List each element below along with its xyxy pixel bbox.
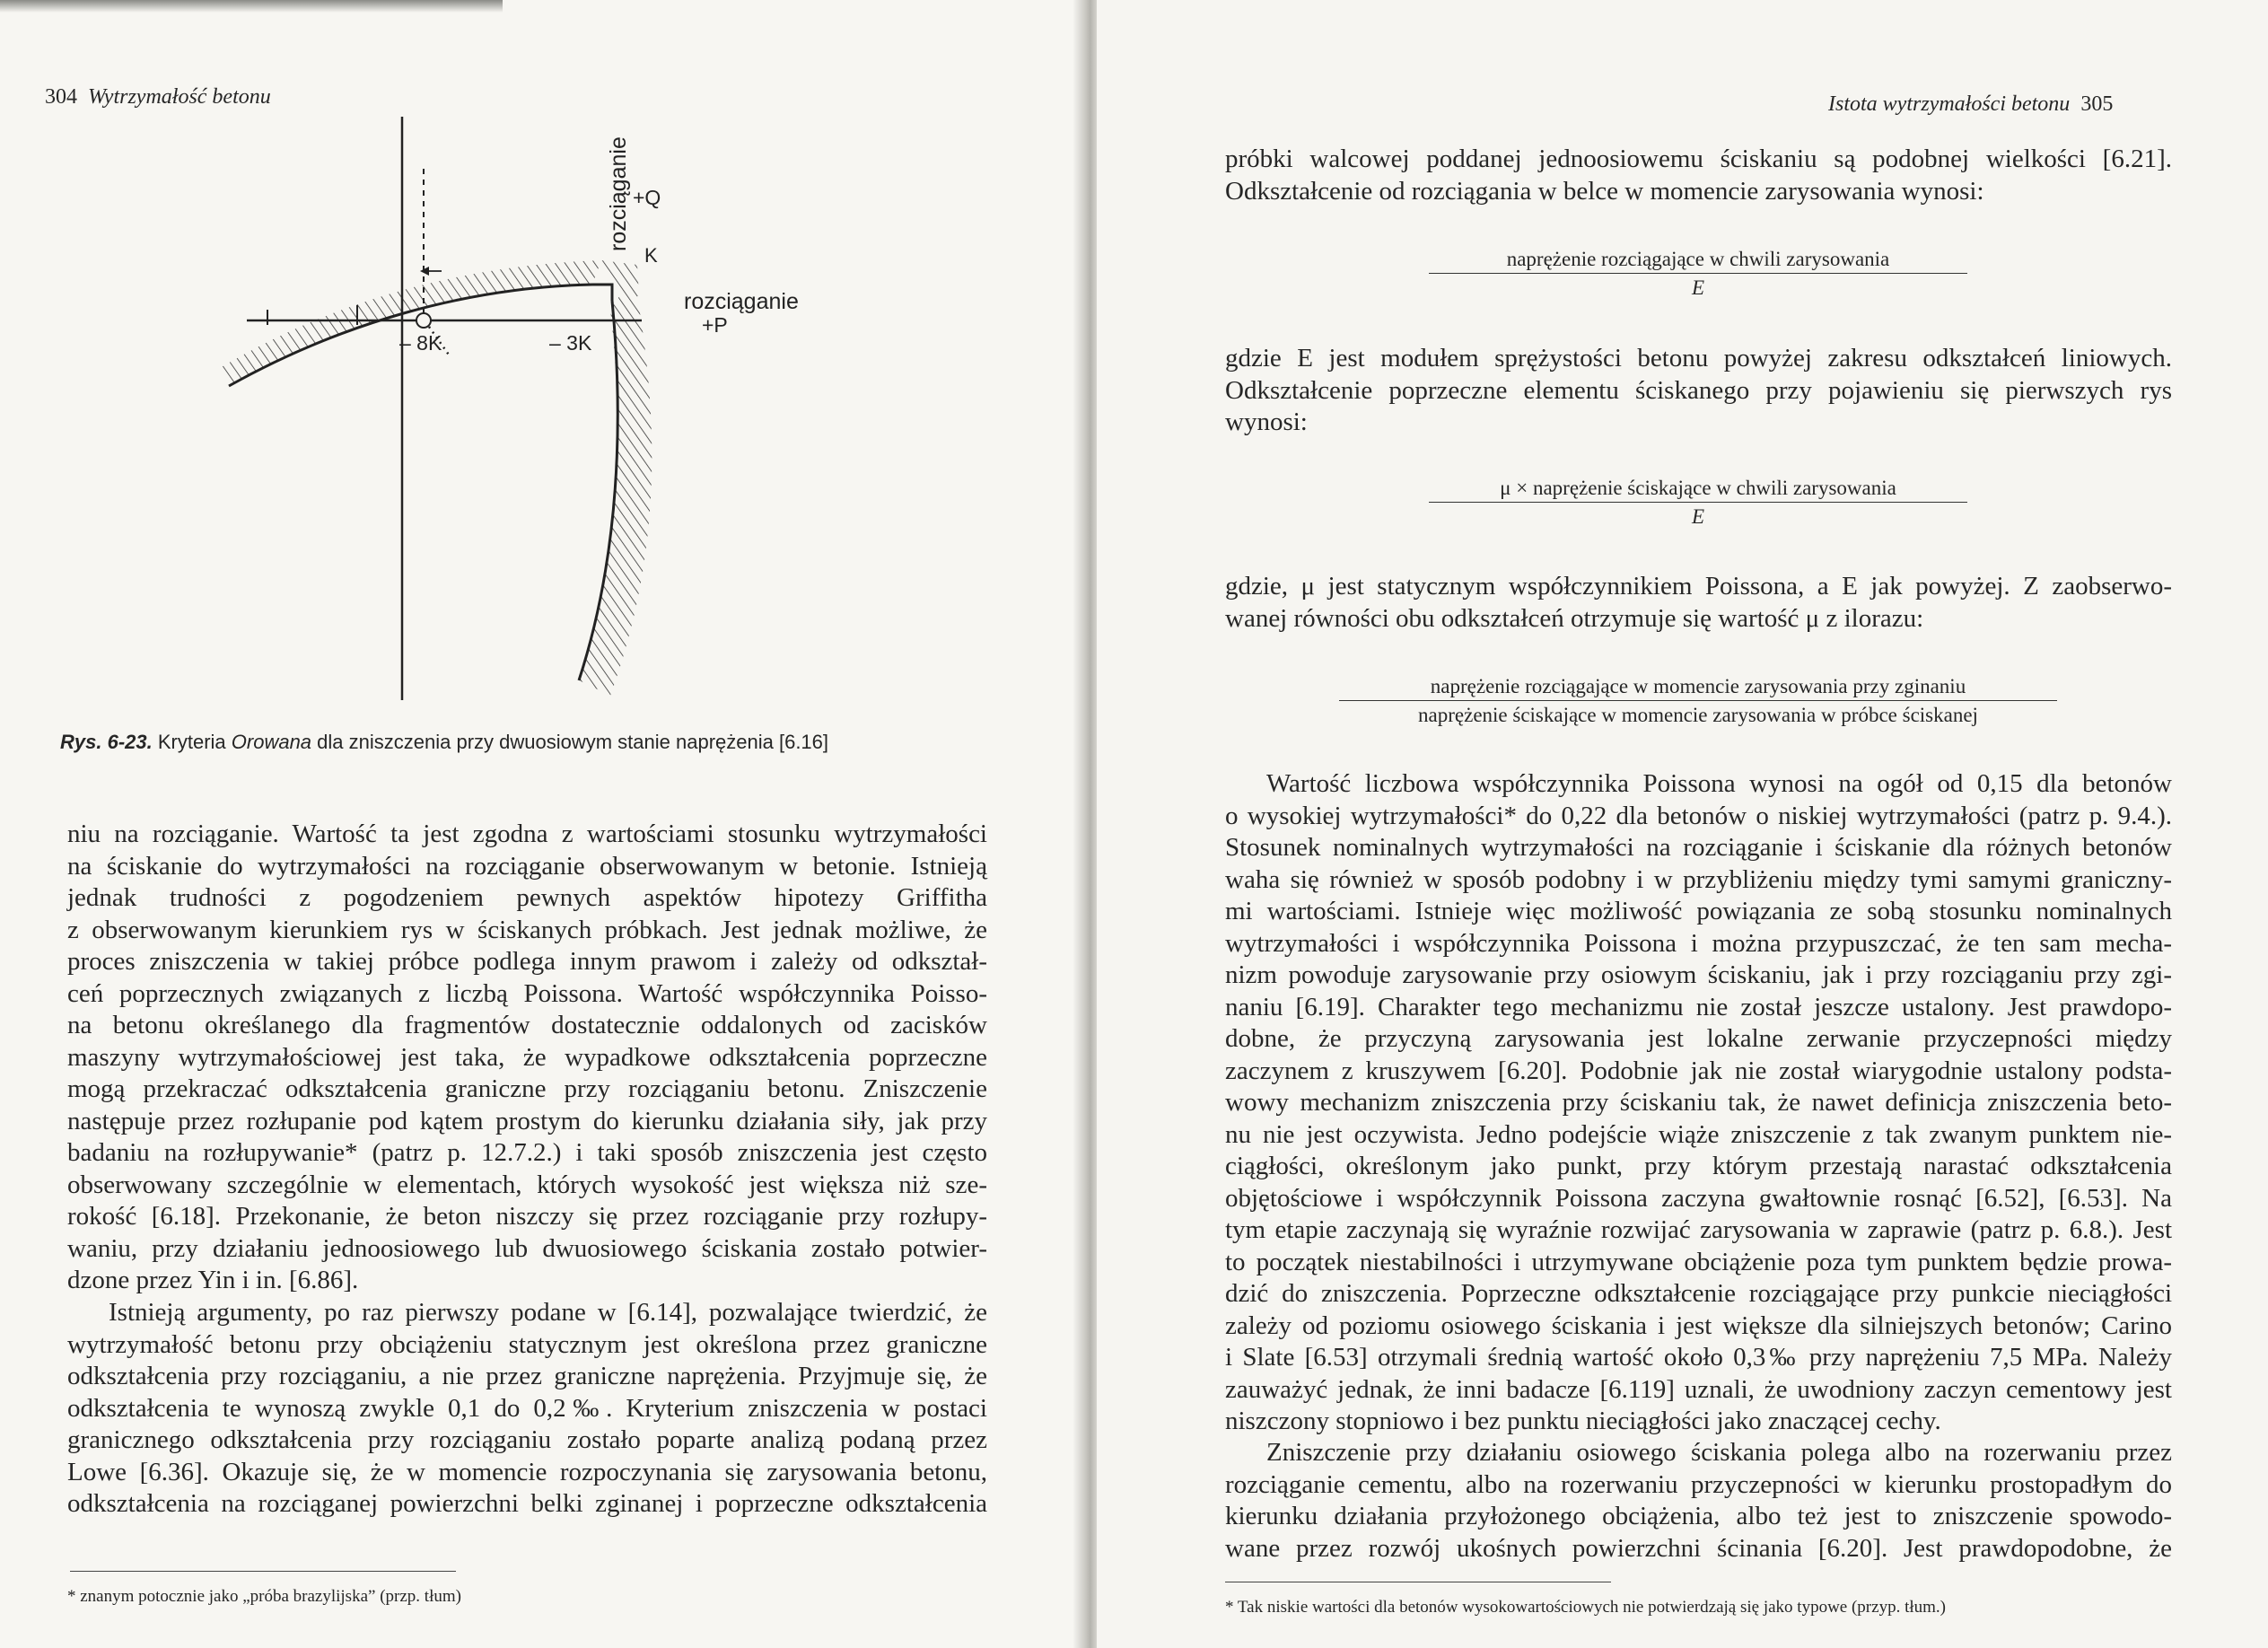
right-p4-line: ciągłości, określonym jako punkt, przy którym przestają narastać odkształcenia (1225, 1152, 2172, 1180)
formula-2-numerator: μ × naprężenie ściskające w chwili zarysowania (1429, 477, 1967, 503)
right-p4-line: objętościowe i współczynnik Poissona zaczyna gwałtownie rosnąć [6.52], [6.53]. Na (1225, 1183, 2172, 1213)
left-p2-line: odkształcenia na rozciąganej powierzchni belki zginanej i poprzeczne odkształcenia (67, 1489, 987, 1518)
right-p4-line: tym etapie zaczynają się wyraźnie rozwijać zarysowania w zaprawie (patrz p. 6.8.). Jest (1225, 1215, 2172, 1244)
failure-envelope-corner (592, 285, 612, 301)
label-plus-p: +P (702, 313, 728, 337)
right-footnote: * Tak niskie wartości dla betonów wysokowartościowych nie potwierdzają się jako typowe (przyp. tłum.) (1225, 1598, 1946, 1617)
left-p1-line: maszyny wytrzymałościowej jest taka, że wypadkowe odkształcenia poprzeczne (67, 1042, 987, 1072)
right-p4-line: nu nie jest oczywista. Jedno podejście wiąże zniszczenie z tak zwanym punktem nie- (1225, 1119, 2172, 1149)
right-paragraph-5 (1225, 1437, 2172, 1565)
left-footnote-rule (70, 1571, 456, 1572)
right-p4-line: wowy mechanizm zniszczenia przy ściskaniu tak, że nawet definicja zniszczenia beto- (1225, 1088, 2172, 1117)
right-p4-line: Stosunek nominalnych wytrzymałości na rozciąganie i ściskanie dla różnych betonów (1225, 833, 2172, 862)
caption-part-a: Kryteria (152, 731, 232, 753)
formula-1 (1429, 248, 1967, 300)
right-text3-line: wanej równości obu odkształceń otrzymuje się wartość μ z ilorazu: (1225, 603, 1924, 633)
formula-2-denominator: E (1691, 505, 1705, 528)
right-running-header (1828, 92, 2113, 117)
left-p1-line: dzone przez Yin i in. [6.86]. (67, 1266, 359, 1294)
hatch-corner (601, 260, 639, 296)
right-text-3 (1225, 571, 2172, 635)
right-p5-line: rozciąganie cementu, albo na rozerwaniu przyczepności w kierunku prostopadłym do (1225, 1469, 2172, 1499)
left-p2-line: odkształcenia te wynoszą zwykle 0,1 do 0,2‰. Kryterium zniszczenia w postaci (67, 1393, 987, 1423)
left-p1-line: waniu, przy działaniu jednoosiowego lub dwuosiowego ściskania zostało potwier- (67, 1233, 987, 1263)
right-p4-line: Wartość liczbowa współczynnika Poissona wynosi na ogół od 0,15 dla betonów (1266, 769, 2172, 798)
left-p1-line: obserwowany szczególnie w elementach, których wysokość jest większa niż sze- (67, 1170, 987, 1199)
right-p4-line: dobne, że przyczyną zarysowania jest lokalne zerwanie przyczepności między (1225, 1024, 2172, 1053)
hatch-band-left (220, 260, 601, 386)
label-minus-3k: – 3K (549, 331, 592, 355)
right-p4-line: wytrzymałości i współczynnika Poissona i można przypuszczać, że ten sam mecha- (1225, 928, 2172, 958)
left-p2-line: Istnieją argumenty, po raz pierwszy podane w [6.14], pozwalające twierdzić, że (109, 1298, 987, 1327)
formula-3-numerator: naprężenie rozciągające w momencie zarysowania przy zginaniu (1339, 675, 2057, 701)
formula-1-numerator: naprężenie rozciągające w chwili zarysowania (1429, 248, 1967, 274)
origin-marker (416, 313, 431, 328)
right-p4-line: zaczynem z kruszywem [6.20]. Podobnie jak nie został wiarygodnie ustalony podsta- (1225, 1056, 2172, 1085)
left-p1-line: jednak trudności z pogodzeniem pewnych aspektów hipotezy Griffitha (67, 883, 987, 912)
right-p4-line: zauważyć jednak, że inni badacze [6.119] uznali, że uwodniony zaczyn cementowy jest (1225, 1374, 2172, 1404)
left-header-title: Wytrzymałość betonu (88, 85, 271, 109)
formula-1-denominator: E (1691, 276, 1705, 299)
formula-3 (1339, 675, 2057, 727)
right-paragraph-4 (1225, 768, 2172, 1438)
left-p1-line: proces zniszczenia w takiej próbce podlega innym prawom i zależy od odkształ- (67, 947, 987, 976)
right-p4-line: to początek niestabilności i utrzymywane obciążenie poza tym punktem będzie prowa- (1225, 1247, 2172, 1276)
right-p4-line: nizm powoduje zarysowanie przy osiowym ściskaniu, jak i przy rozciąganiu przy zgi- (1225, 960, 2172, 989)
right-p4-line: waha się również w sposób podobny i w przybliżeniu między tymi samymi graniczny- (1225, 864, 2172, 894)
right-p4-line: niszczony stopniowo i bez punktu nieciągłości jako znaczącej cechy. (1225, 1407, 1941, 1435)
right-header-title: Istota wytrzymałości betonu (1828, 92, 2071, 116)
formula-3-denominator: naprężenie ściskające w momencie zarysowania w próbce ściskanej (1418, 704, 1978, 726)
right-intro-line: Odkształcenie od rozciągania w belce w momencie zarysowania wynosi: (1225, 176, 1984, 206)
right-p5-line: kierunku działania przyłożonego obciążenia, albo też jest to zniszczenie spowodo- (1225, 1502, 2172, 1530)
left-p1-line: rokość [6.18]. Przekonanie, że beton niszczy się przez rozciąganie przy rozłupy- (67, 1202, 987, 1231)
left-p2-line: Lowe [6.36]. Okazuje się, że w momencie rozpoczynania się zarysowania betonu, (67, 1457, 987, 1486)
left-paragraph-2 (67, 1297, 987, 1521)
right-p4-line: zależy od poziomu osiowego ściskania i jest większe dla silniejszych betonów; Carino (1225, 1311, 2172, 1340)
left-paragraph-1 (67, 819, 987, 1297)
left-p1-line: mogą przekraczać odkształcenia graniczne przy rozciąganiu betonu. Zniszczenie (67, 1074, 987, 1103)
right-text2-line: Odkształcenie poprzeczne elementu ściskanego przy pojawieniu się pierwszych rys (1225, 375, 2172, 405)
right-p4-line: o wysokiej wytrzymałości* do 0,22 dla betonów o niskiej wytrzymałości (patrz p. 9.4.). (1225, 801, 2172, 830)
right-text3-line: gdzie, μ jest statycznym współczynnikiem Poissona, a E jak powyżej. Z zaobserwo- (1225, 572, 2172, 600)
left-p1-line: z obserwowanym kierunkiem rys w ściskanych próbkach. Jest jednak możliwe, że (67, 915, 987, 944)
caption-part-b: dla zniszczenia przy dwuosiowym stanie naprężenia [6.16] (311, 731, 829, 753)
left-running-header (45, 85, 271, 110)
right-text2-line: gdzie E jest modułem sprężystości betonu powyżej zakresu odkształceń liniowych. (1225, 344, 2172, 373)
left-p1-line: ceń poprzecznych związanych z liczbą Poissona. Wartość współczynnika Poisso- (67, 978, 987, 1008)
right-text2-line: wynosi: (1225, 408, 1308, 436)
formula-2 (1429, 477, 1967, 529)
left-p1-line: badaniu na rozłupywanie* (patrz p. 12.7.2.) i taki sposób zniszczenia jest często (67, 1138, 987, 1167)
right-intro-line: próbki walcowej poddanej jednoosiowemu ściskaniu są podobnej wielkości [6.21]. (1225, 145, 2172, 173)
right-intro (1225, 144, 2172, 207)
label-k: K (644, 244, 658, 267)
right-p4-line: i Slate [6.53] otrzymali średnią wartość około 0,3‰ przy naprężeniu 7,5 MPa. Należy (1225, 1343, 2172, 1372)
left-p1-line: na betonu określanego dla fragmentów dostatecznie oddalonych od zacisków (67, 1011, 987, 1039)
right-p4-line: mi wartościami. Istnieje więc możliwość powiązania ze sobą stosunku nominalnych (1225, 897, 2172, 925)
label-rozciaganie-vertical: rozciąganie (606, 136, 631, 251)
right-p5-line: Zniszczenie przy działaniu osiowego ściskania polega albo na rozerwaniu przez (1266, 1438, 2172, 1467)
figure-caption (60, 731, 828, 754)
left-page (0, 0, 1081, 1648)
right-p4-line: naniu [6.19]. Charakter tego mechanizmu nie został jeszcze ustalony. Jest prawdopo- (1225, 992, 2172, 1021)
right-text-2 (1225, 343, 2172, 439)
caption-label: Rys. 6-23. (60, 731, 153, 753)
right-p4-line: dzić do zniszczenia. Poprzeczne odkształcenie rozciągające przy punkcie nieciągłości (1225, 1279, 2172, 1308)
left-p2-line: wytrzymałość betonu przy obciążeniu statycznym jest określona przez graniczne (67, 1329, 987, 1359)
left-p1-line: następuje przez rozłupanie pod kątem prostym do kierunku działania siły, jak przy (67, 1106, 987, 1135)
caption-name: Orowana (231, 731, 312, 753)
right-page (1097, 0, 2268, 1648)
left-p1-line: na ściskanie do wytrzymałości na rozciąganie obserwowanym w betonie. Istnieją (67, 851, 987, 881)
left-page-number: 304 (45, 85, 77, 109)
left-footnote: * znanym potocznie jako „próba brazylijska” (przp. tłum) (67, 1587, 461, 1606)
label-plus-q: +Q (633, 186, 661, 209)
left-p2-line: granicznego odkształcenia przy rozciąganiu zostało poparte analizą podaną przez (67, 1425, 987, 1454)
orowan-criterion-figure (215, 117, 862, 709)
right-p5-line: wane przez rozwój ukośnych powierzchni ścinania [6.20]. Jest prawdopodobne, że (1225, 1533, 2172, 1563)
left-p2-line: odkształcenia przy rozciąganiu, a nie przez graniczne naprężenia. Przyjmuje się, że (67, 1362, 987, 1390)
left-p1-line: niu na rozciąganie. Wartość ta jest zgodna z wartościami stosunku wytrzymałości (67, 820, 987, 848)
right-page-number: 305 (2080, 92, 2114, 116)
label-rozciaganie-horizontal: rozciąganie (684, 289, 799, 314)
label-minus-8k: – 8K (399, 331, 442, 355)
scan-shadow (0, 0, 503, 13)
